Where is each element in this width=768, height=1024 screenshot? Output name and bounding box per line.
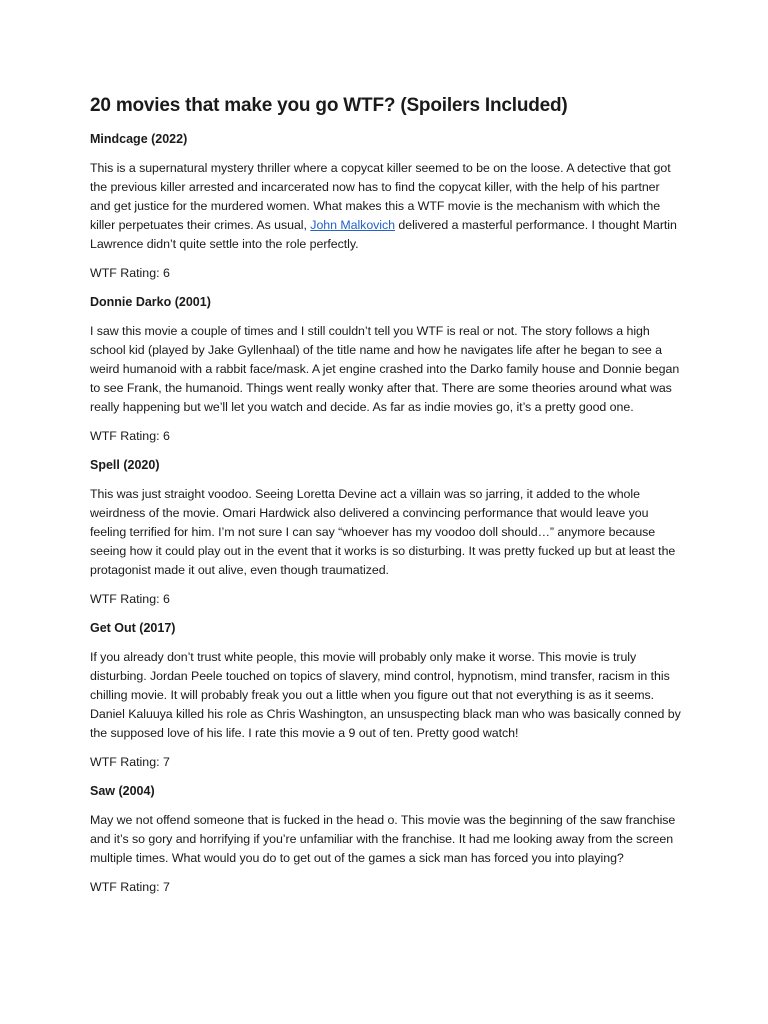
wtf-rating: WTF Rating: 7 [90, 880, 170, 894]
movie-entry-mindcage [90, 131, 682, 281]
description-text: This is a supernatural mystery thriller where a copycat killer seemed to be on the loose. A detective that got the previous killer arrested and incarcerated now has to find the copycat killer, with the help of his partner and get justice for the murdered women. What makes this a WTF movie is the mechanism with which the killer perpetuates their crimes. As usual, [90, 161, 671, 232]
wtf-rating: WTF Rating: 6 [90, 429, 170, 443]
wtf-rating: WTF Rating: 7 [90, 755, 170, 769]
description-text: delivered a masterful performance. I thought Martin Lawrence didn’t quite settle into the role perfectly. [90, 218, 677, 251]
movie-description: I saw this movie a couple of times and I still couldn’t tell you WTF is real or not. The story follows a high school kid (played by Jake Gyllenhaal) of the title name and how he navigates life after he began to see a weird humanoid with a rabbit face/mask. A jet engine crashed into the Darko family house and Donnie began to see Frank, the humanoid. Things went really wonky after that. There are some theories around what was really happening but we’ll let you watch and decide. As far as indie movies go, it’s a pretty good one. [90, 324, 680, 414]
movie-heading: Spell (2020) [90, 458, 160, 472]
document-title: 20 movies that make you go WTF? (Spoilers Included) [90, 95, 568, 116]
movie-heading: Get Out (2017) [90, 621, 176, 635]
movie-entry-saw [90, 783, 682, 895]
movie-entry-spell [90, 457, 682, 607]
movie-heading: Mindcage (2022) [90, 132, 188, 146]
document-page [90, 95, 682, 908]
movie-entry-get-out [90, 620, 682, 770]
john-malkovich-link[interactable]: John Malkovich [310, 218, 395, 232]
movie-description: This was just straight voodoo. Seeing Loretta Devine act a villain was so jarring, it added to the whole weirdness of the movie. Omari Hardwick also delivered a convincing performance that would leave you feeling terrified for him. I’m not sure I can say “whoever has my voodoo doll should…” anymore because seeing how it could play out in the event that it works is so disturbing. It was pretty fucked up but at least the protagonist made it out alive, even though traumatized. [90, 487, 676, 577]
movie-description: If you already don’t trust white people, this movie will probably only make it worse. This movie is truly disturbing. Jordan Peele touched on topics of slavery, mind control, hypnotism, mind transfer, racism in this chilling movie. It will probably freak you out a little when you figure out that not everything is as it seems. Daniel Kaluuya killed his role as Chris Washington, an unsuspecting black man who was basically conned by the supposed love of his life. I rate this movie a 9 out of ten. Pretty good watch! [90, 650, 681, 740]
movie-description [90, 159, 682, 254]
movie-description: May we not offend someone that is fucked in the head o. This movie was the beginning of the saw franchise and it’s so gory and horrifying if you’re unfamiliar with the franchise. It had me looking away from the screen multiple times. What would you do to get out of the games a sick man has forced you into playing? [90, 813, 676, 865]
movie-heading: Donnie Darko (2001) [90, 295, 211, 309]
movie-heading: Saw (2004) [90, 784, 155, 798]
movie-entry-donnie-darko [90, 294, 682, 444]
wtf-rating: WTF Rating: 6 [90, 266, 170, 280]
wtf-rating: WTF Rating: 6 [90, 592, 170, 606]
